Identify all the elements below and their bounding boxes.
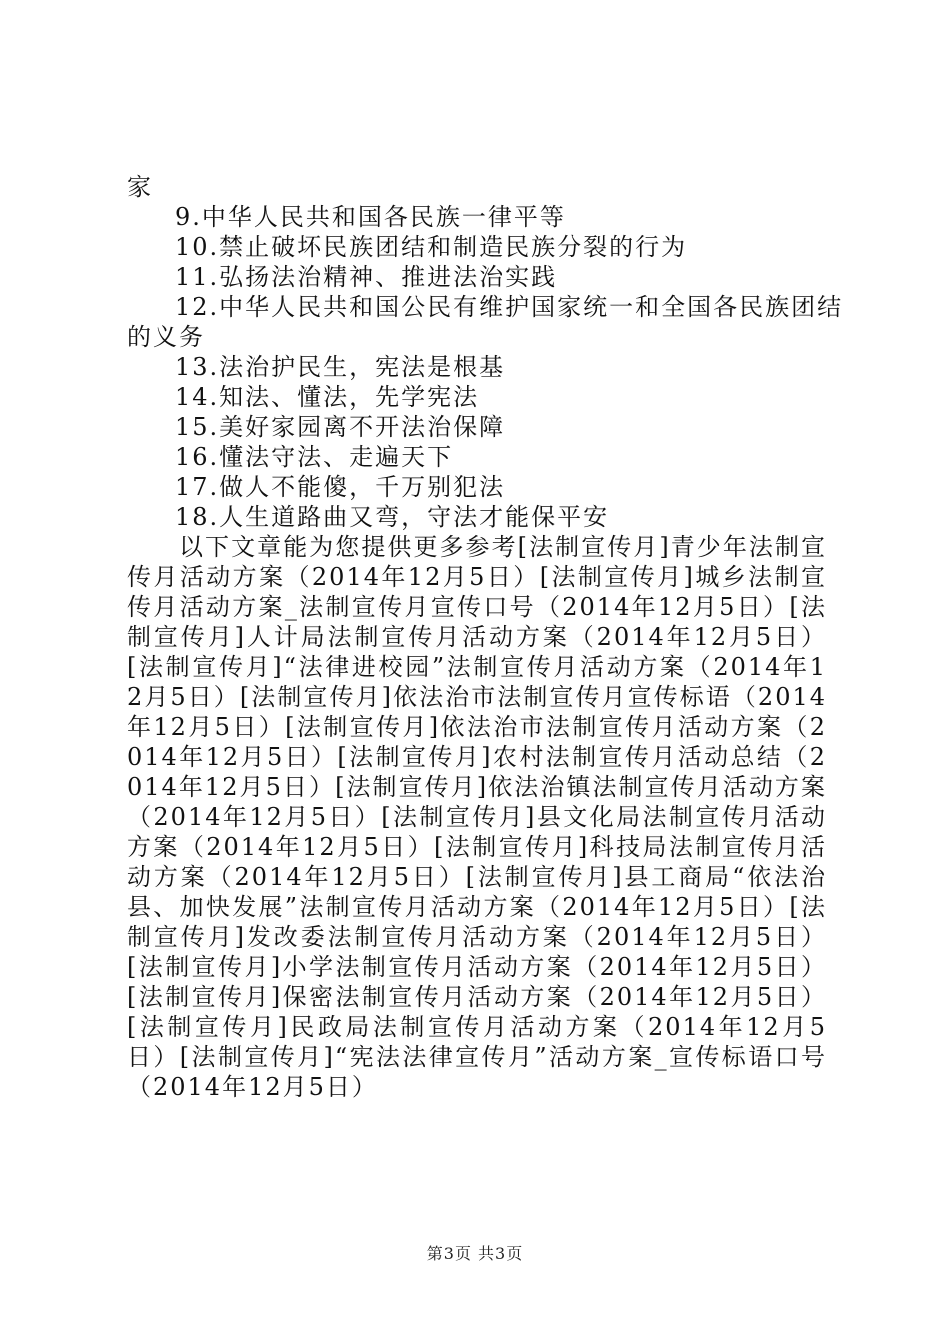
page-number-footer: 第3页 共3页 (426, 1244, 524, 1263)
slogan-14: 14.知法、懂法，先学宪法 (175, 383, 480, 411)
slogan-18: 18.人生道路曲又弯，守法才能保平安 (175, 503, 610, 531)
continued-word: 家 (127, 173, 153, 201)
slogan-15: 15.美好家园离不开法治保障 (175, 413, 506, 441)
slogan-12: 12.中华人民共和国公民有维护国家统一和全国各民族团结 (175, 293, 844, 321)
more-reading-paragraph: 以下文章能为您提供更多参考[法制宣传月]青少年法制宣传月活动方案（2014年12月5日）[法制宣传月]城乡法制宣传月活动方案_法制宣传月宣传口号（2014年12月5日）[法制宣传月]人计局法制宣传月活动方案（2014年12月5日）[法制宣传月]“法律进校园”法制宣传月活动方案（2014年12月5日）[法制宣传月]依法治市法制宣传月宣传标语（2014年12月5日）[法制宣传月]依法治市法制宣传月活动方案（2014年12月5日）[法制宣传月]农村法制宣传月活动总结（2014年12月5日）[法制宣传月]依法治镇法制宣传月活动方案（2014年12月5日）[法制宣传月]县文化局法制宣传月活动方案（2014年12月5日）[法制宣传月]科技局法制宣传月活动方案（2014年12月5日）[法制宣传月]县工商局“依法治县、加快发展”法制宣传月活动方案（2014年12月5日）[法制宣传月]发改委法制宣传月活动方案（2014年12月5日）[法制宣传月]小学法制宣传月活动方案（2014年12月5日）[法制宣传月]保密法制宣传月活动方案（2014年12月5日）[法制宣传月]民政局法制宣传月活动方案（2014年12月5日）[法制宣传月]“宪法法律宣传月”活动方案_宣传标语口号（2014年12月5日） (127, 533, 827, 1101)
slogan-12-continuation: 的义务 (127, 323, 205, 351)
slogan-11: 11.弘扬法治精神、推进法治实践 (175, 263, 558, 291)
slogan-16: 16.懂法守法、走遍天下 (175, 443, 454, 471)
slogan-13: 13.法治护民生，宪法是根基 (175, 353, 506, 381)
slogan-10: 10.禁止破坏民族团结和制造民族分裂的行为 (175, 233, 688, 261)
slogan-9: 9.中华人民共和国各民族一律平等 (175, 203, 566, 231)
slogan-17: 17.做人不能傻，千万别犯法 (175, 473, 506, 501)
document-body (127, 172, 844, 1102)
